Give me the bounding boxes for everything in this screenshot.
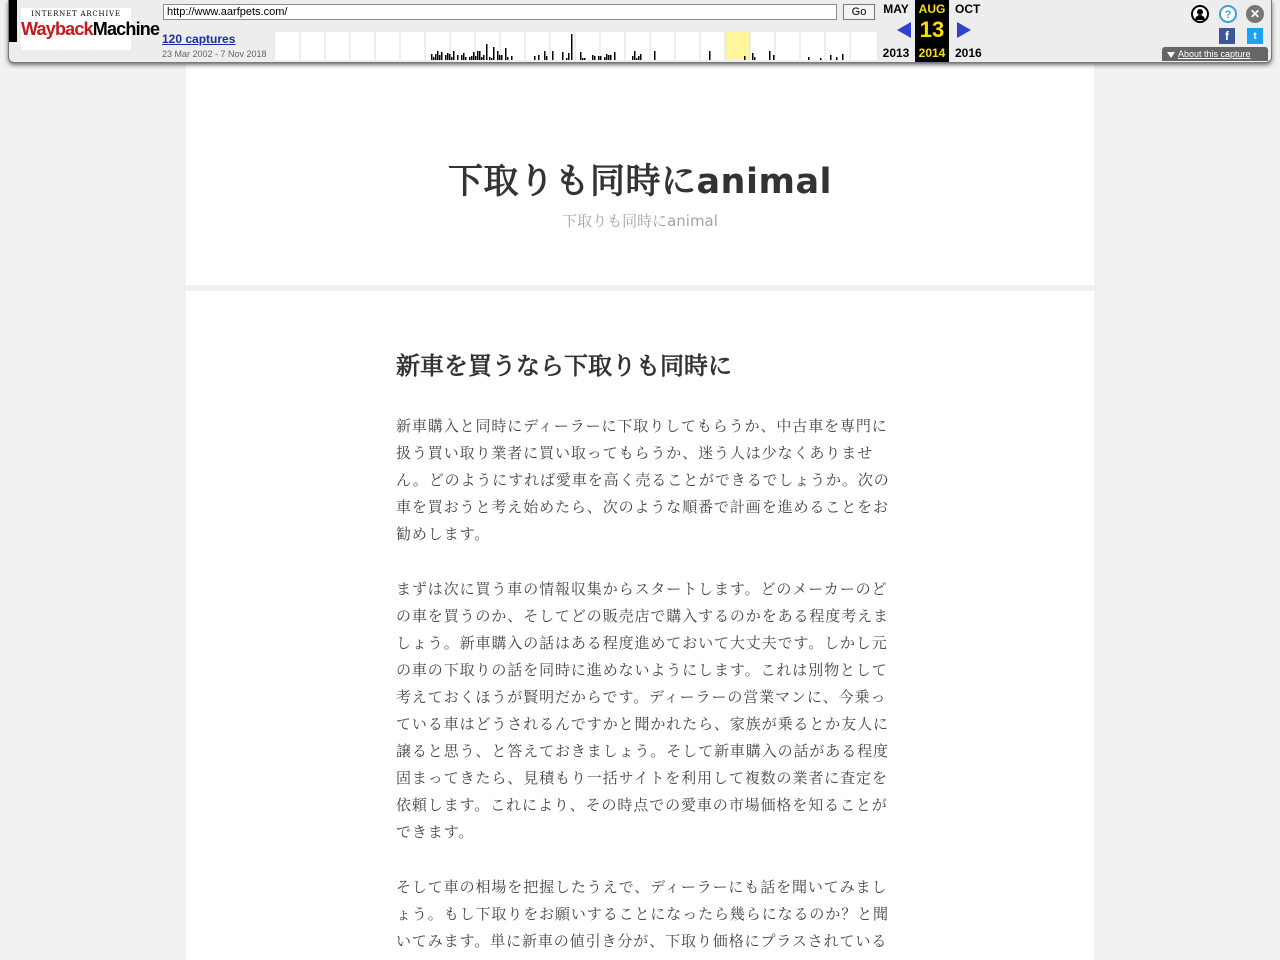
main-content (186, 291, 1094, 960)
next-capture-arrow-icon[interactable] (957, 22, 971, 38)
current-month: AUG (918, 2, 946, 16)
sparkline-bar (610, 55, 612, 60)
sparkline-bar (754, 57, 756, 60)
sparkline-current-year (725, 32, 750, 60)
sparkline-bar (453, 51, 455, 60)
sparkline-bg (275, 32, 877, 60)
sparkline-bar (491, 58, 493, 60)
captures-link[interactable]: 120 captures (162, 32, 236, 46)
sparkline-bar (463, 53, 465, 60)
sparkline-bar (439, 55, 441, 60)
sparkline-bar (481, 57, 483, 60)
toolbar-edge (9, 0, 17, 42)
sparkline-bar (447, 53, 449, 60)
sparkline-bar (638, 56, 640, 60)
sparkline-bar (544, 51, 546, 60)
sparkline-bar (752, 53, 754, 60)
sparkline-bar (483, 55, 485, 60)
sparkline-bar (808, 57, 810, 60)
sparkline-bar (820, 58, 822, 60)
sparkline-bar (469, 57, 471, 60)
sparkline-bar (431, 54, 433, 60)
current-year: 2014 (918, 46, 946, 60)
sparkline-bar (744, 56, 746, 60)
go-button[interactable]: Go (843, 4, 875, 20)
sparkline-bar (449, 54, 451, 60)
sparkline-bar (654, 51, 656, 60)
sparkline-bar (505, 48, 507, 60)
sparkline-bar (594, 56, 596, 60)
close-icon[interactable]: ✕ (1246, 5, 1264, 23)
sparkline-bar (600, 56, 602, 60)
sparkline-bar (608, 55, 610, 60)
calendar-next (951, 0, 991, 62)
sparkline-bar (709, 51, 711, 60)
sparkline-bar (592, 55, 594, 60)
sparkline-bar (511, 56, 513, 60)
sparkline-bar (582, 58, 584, 60)
current-day: 13 (919, 17, 945, 42)
sparkline-bar (604, 57, 606, 60)
sparkline-bar (614, 52, 616, 60)
capture-date-range: 23 Mar 2002 - 7 Nov 2018 (162, 49, 267, 59)
sparkline-bar (636, 58, 638, 60)
sparkline-bar (433, 57, 435, 60)
sparkline-bar (568, 53, 570, 60)
sparkline-bar (435, 54, 437, 60)
sparkline-bar (473, 52, 475, 60)
sparkline-bar (457, 55, 459, 60)
article-paragraph: まずは次に買う車の情報収集からスタートします。どのメーカーのどの車を買うのか、そしてどの販売店で購入するのかをある程度考えましょう。新車購入の話はある程度進めておいて大丈夫です。しかし元の車の下取りの話を同時に進めないようにします。これは別物として考えておくほうが賢明だからです。ディーラーの営業マンに、今乗っている車はどうされるんですかと聞かれたら、家族が乗るとか友人に譲ると思う、と答えておきましょう。そして新車購入の話がある程度固まってきたら、見積もり一括サイトを利用して複数の業者に査定を依頼します。これにより、その時点での愛車の市場価格を知ることができます。 (396, 580, 889, 841)
about-capture-label: About this capture (1178, 49, 1251, 59)
facebook-share-icon[interactable]: f (1219, 28, 1235, 44)
wayback-logo[interactable] (21, 8, 160, 50)
sparkline-bar (441, 52, 443, 60)
logo-wayback-text: Wayback (21, 19, 93, 39)
sparkline-bar (769, 51, 771, 60)
calendar-prev (877, 0, 915, 62)
article-paragraph: そして車の相場を把握したうえで、ディーラーにも話を聞いてみましょう。もし下取りをお願いすることになったら幾らになるのか？と聞いてみます。単に新車の値引き分が、下取り価格にプラスされている (396, 878, 889, 950)
sparkline-bar (566, 58, 568, 60)
sparkline-bar (534, 56, 536, 60)
sparkline-bar (562, 52, 564, 60)
sparkline-bar (571, 34, 573, 60)
next-year[interactable]: 2016 (955, 46, 982, 60)
sparkline-bar (437, 51, 439, 60)
sparkline-bar (546, 56, 548, 60)
logo-machine-text: Machine (92, 19, 160, 39)
sparkline-bar (606, 54, 608, 60)
sparkline-bar (501, 55, 503, 60)
sparkline-bar (773, 55, 775, 60)
sparkline-bar (499, 55, 501, 60)
url-input[interactable] (163, 4, 837, 20)
sparkline-bar (461, 55, 463, 60)
about-capture-button[interactable] (1162, 47, 1268, 61)
sparkline-bar (584, 58, 586, 60)
prev-capture-arrow-icon[interactable] (897, 22, 911, 38)
user-account-icon[interactable] (1191, 5, 1209, 23)
site-title[interactable]: 下取りも同時にanimal (447, 162, 833, 202)
logo-wordmark (21, 18, 160, 40)
triangle-down-icon (1167, 52, 1175, 58)
prev-month[interactable]: MAY (883, 2, 909, 16)
sparkline-bar (538, 55, 540, 60)
sparkline-bar (632, 56, 634, 60)
twitter-share-icon[interactable]: t (1247, 28, 1263, 44)
sparkline-bar (830, 55, 832, 60)
sparkline-bar (580, 52, 582, 60)
sparkline-bar (493, 47, 495, 60)
site-header (186, 64, 1094, 285)
article-title: 新車を買うなら下取りも同時に (396, 352, 732, 380)
prev-year[interactable]: 2013 (882, 46, 910, 60)
sparkline-bar (465, 57, 467, 60)
sparkline-bar (497, 51, 499, 60)
sparkline-bar (552, 51, 554, 60)
calendar-current (915, 0, 949, 62)
sparkline-bar (477, 51, 479, 60)
sparkline-bar (634, 51, 636, 60)
logo-archive-text: INTERNET ARCHIVE (31, 10, 121, 18)
wayback-toolbar (8, 0, 1272, 63)
sparkline-bar (598, 56, 600, 60)
article-paragraph: 新車購入と同時にディーラーに下取りしてもらうか、中古車を専門に扱う買い取り業者に買い取ってもらうか、迷う人は少なくありません。どのようにすれば愛車を高く売ることができるでしょうか。次の車を買おうと考え始めたら、次のような順番で計画を進めることをお勧めします。 (396, 417, 890, 543)
sparkline-bar (486, 44, 488, 60)
sparkline-bar (451, 57, 453, 60)
sparkline-bar (842, 54, 844, 60)
sparkline-bar (479, 51, 481, 60)
sparkline-bar (445, 55, 447, 60)
sparkline-bar (836, 57, 838, 60)
capture-sparkline[interactable] (275, 32, 877, 60)
next-month[interactable]: OCT (955, 2, 981, 16)
sparkline-bar (471, 56, 473, 60)
sparkline-bar (640, 54, 642, 60)
sparkline-bar (489, 57, 491, 60)
sparkline-bar (507, 57, 509, 60)
sparkline-bar (475, 56, 477, 60)
site-description: 下取りも同時にanimal (562, 212, 718, 230)
help-icon[interactable]: ? (1219, 5, 1237, 23)
